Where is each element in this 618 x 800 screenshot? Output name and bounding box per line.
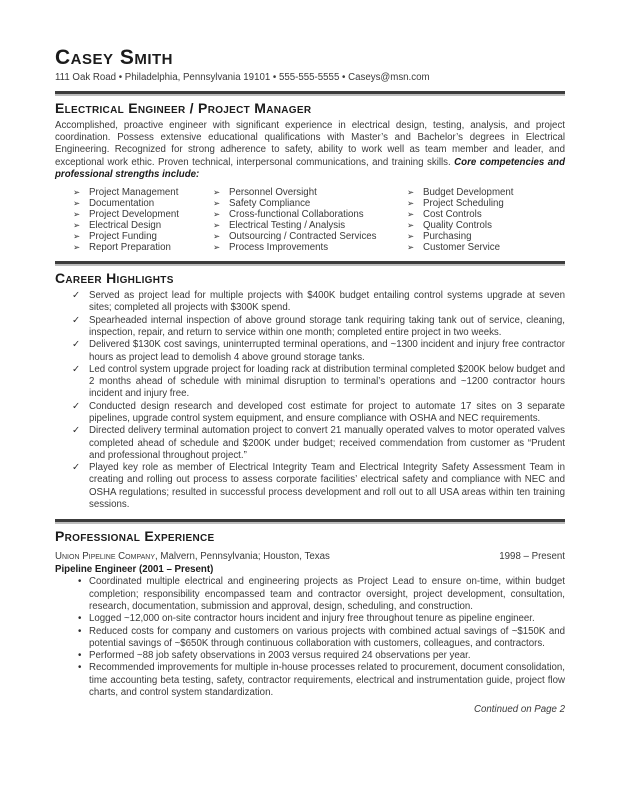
competency-item <box>407 220 565 231</box>
check-bullet-icon: ✓ <box>72 425 81 437</box>
career-highlights-list <box>55 290 565 511</box>
competency-item <box>407 209 565 220</box>
continued-note: Continued on Page 2 <box>473 704 565 716</box>
arrow-bullet-icon: ➢ <box>407 242 415 253</box>
arrow-bullet-icon: ➢ <box>73 242 81 253</box>
contact-line: 111 Oak Road • Philadelphia, Pennsylvania 19101 • 555-555-5555 • Caseys@msn.com <box>55 72 430 83</box>
summary-text: Accomplished, proactive engineer with significant experience in electrical design, testing, analysis, and project coordination. Possess extensive educational qualifications with Master’s and Bachelor’s degrees in Electrical Engineering. Recognized for strong adherence to safety, ability to work well as team member and leader, and exceptional work ethic. Proven technical, interpersonal communications, and training skills. <box>55 120 565 168</box>
experience-item <box>55 576 565 613</box>
career-highlight-item <box>55 401 565 426</box>
competency-label: Customer Service <box>423 242 500 254</box>
competency-item <box>213 198 407 209</box>
competency-label: Project Scheduling <box>423 198 504 210</box>
section-divider <box>55 261 565 264</box>
competency-item <box>73 209 213 220</box>
experience-item-text: Performed ~88 job safety observations in 2003 versus required 24 observations per year. <box>89 650 471 662</box>
experience-item <box>55 626 565 651</box>
arrow-bullet-icon: ➢ <box>73 209 81 220</box>
dot-bullet-icon: • <box>78 662 82 674</box>
competency-label: Process Improvements <box>229 242 329 254</box>
competency-item <box>407 198 565 209</box>
arrow-bullet-icon: ➢ <box>73 220 81 231</box>
section-divider <box>55 519 565 522</box>
experience-item <box>55 650 565 662</box>
competency-label: Outsourcing / Contracted Services <box>229 231 377 243</box>
company-location: , Malvern, Pennsylvania; Houston, Texas <box>155 551 330 563</box>
career-highlight-text: Led control system upgrade project for loading rack at distribution terminal completed $200K below budget and 2 months ahead of schedule with minimal disruption to terminal’s operations and ~1200 contractor hours incident and injury free. <box>89 363 565 400</box>
arrow-bullet-icon: ➢ <box>407 209 415 220</box>
competency-label: Safety Compliance <box>229 198 311 210</box>
competency-item <box>407 242 565 253</box>
competency-item <box>213 220 407 231</box>
competencies-lead-in: Core competencies and professional strengths include: <box>55 156 565 180</box>
company-and-location <box>55 551 330 563</box>
competency-item <box>73 231 213 242</box>
competency-label: Project Development <box>89 209 179 221</box>
arrow-bullet-icon: ➢ <box>213 198 221 209</box>
experience-item-text: Coordinated multiple electrical and engineering projects as Project Lead to ensure on-time, within budget completion; responsibility encompassed team and contractor oversight, project development, consultation, research, documentation, submission and approval, design, scheduling, and construction. <box>89 576 565 612</box>
competency-label: Purchasing <box>423 231 472 243</box>
arrow-bullet-icon: ➢ <box>407 198 415 209</box>
check-bullet-icon: ✓ <box>72 290 81 302</box>
arrow-bullet-icon: ➢ <box>73 198 81 209</box>
section-divider <box>55 91 565 94</box>
experience-heading: Professional Experience <box>55 528 215 545</box>
job-title-heading: Electrical Engineer / Project Manager <box>55 100 312 116</box>
competency-item <box>213 242 407 253</box>
role-title: Pipeline Engineer (2001 – Present) <box>55 564 214 576</box>
competency-label: Personnel Oversight <box>229 187 317 199</box>
check-bullet-icon: ✓ <box>72 339 81 351</box>
summary-paragraph <box>55 120 565 181</box>
person-name: Casey Smith <box>55 46 174 69</box>
competency-label: Cost Controls <box>423 209 482 221</box>
check-bullet-icon: ✓ <box>72 363 81 375</box>
career-highlight-item <box>55 339 565 364</box>
competency-item <box>73 242 213 253</box>
career-highlight-text: Served as project lead for multiple projects with $400K budget entailing control systems upgrade at seven sites; completed all projects with $300K spend. <box>89 290 565 314</box>
career-highlight-text: Played key role as member of Electrical Integrity Team and Electrical Integrity Safety Assessment Team in creating and rolling out process to assess corporate facilities’ electrical safety and compliance with NEC and OSHA regulations; resulted in successful process development and roll out to all USA areas within ten training sessions. <box>89 462 565 511</box>
competency-columns <box>55 187 565 253</box>
competency-item <box>213 231 407 242</box>
career-highlight-item <box>55 364 565 401</box>
competency-column-2 <box>213 187 407 253</box>
arrow-bullet-icon: ➢ <box>213 209 221 220</box>
competency-item <box>73 220 213 231</box>
career-highlight-text: Conducted design research and developed cost estimate for project to automate 17 sites on 3 separate pipelines, upgrade control system equipment, and ensure compliance with OSHA and NEC requirements. <box>89 400 565 424</box>
competency-label: Budget Development <box>423 187 514 199</box>
career-highlights-heading: Career Highlights <box>55 270 174 287</box>
experience-bullet-list <box>55 576 565 699</box>
arrow-bullet-icon: ➢ <box>73 231 81 242</box>
career-highlight-text: Delivered $130K cost savings, uninterrupted terminal operations, and ~1300 incident and injury free contractor hours as project lead to demolish 4 above ground storage tanks. <box>89 339 565 363</box>
dot-bullet-icon: • <box>78 576 82 588</box>
arrow-bullet-icon: ➢ <box>213 231 221 242</box>
competency-item <box>407 231 565 242</box>
competency-label: Cross-functional Collaborations <box>229 209 364 221</box>
employment-dates: 1998 – Present <box>499 551 565 563</box>
check-bullet-icon: ✓ <box>72 462 81 474</box>
arrow-bullet-icon: ➢ <box>73 187 81 198</box>
career-highlight-item <box>55 315 565 340</box>
experience-item-text: Recommended improvements for multiple in-house processes related to procurement, document consolidation, time accounting beta testing, safety, contractor requirements, electrical and instrumentation guide, project flow charts, and control system standardization. <box>89 662 566 699</box>
competency-label: Electrical Design <box>89 220 162 232</box>
dot-bullet-icon: • <box>78 650 82 662</box>
competency-item <box>407 187 565 198</box>
arrow-bullet-icon: ➢ <box>407 220 415 231</box>
experience-item-text: Logged ~12,000 on-site contractor hours incident and injury free throughout tenure as pipeline engineer. <box>89 613 535 625</box>
competency-item <box>73 187 213 198</box>
experience-item <box>55 662 565 699</box>
competency-label: Project Funding <box>89 231 157 243</box>
competency-label: Quality Controls <box>423 220 492 232</box>
dot-bullet-icon: • <box>78 625 82 637</box>
competency-column-1 <box>73 187 213 253</box>
competency-item <box>213 209 407 220</box>
career-highlight-text: Spearheaded internal inspection of above ground storage tank requiring taking tank out of service, cleaning, inspection, repair, and return to service within one month; completed entire project in two weeks. <box>89 314 565 338</box>
experience-item-text: Reduced costs for company and customers on various projects with combined actual savings of ~$150K and potential savings of ~$650K through continuous collaboration with customers, colleagues, and contractors. <box>89 625 565 649</box>
check-bullet-icon: ✓ <box>72 400 81 412</box>
arrow-bullet-icon: ➢ <box>407 231 415 242</box>
career-highlight-item <box>55 290 565 315</box>
competency-label: Report Preparation <box>89 242 171 254</box>
arrow-bullet-icon: ➢ <box>213 220 221 231</box>
competency-label: Documentation <box>89 198 155 210</box>
competency-column-3 <box>407 187 565 253</box>
dot-bullet-icon: • <box>78 613 82 625</box>
arrow-bullet-icon: ➢ <box>213 187 221 198</box>
arrow-bullet-icon: ➢ <box>407 187 415 198</box>
company-line <box>55 551 565 563</box>
check-bullet-icon: ✓ <box>72 314 81 326</box>
competency-item <box>213 187 407 198</box>
competency-item <box>73 198 213 209</box>
competency-label: Electrical Testing / Analysis <box>229 220 346 232</box>
arrow-bullet-icon: ➢ <box>213 242 221 253</box>
company-name: Union Pipeline Company <box>55 551 155 563</box>
career-highlight-item <box>55 425 565 462</box>
career-highlight-text: Directed delivery terminal automation project to convert 21 manually operated valves to motor operated valves completed ahead of schedule and $200K under budget; received commendation from customer as “Prudent and professional throughout project.” <box>89 425 565 461</box>
career-highlight-item <box>55 462 565 511</box>
experience-item <box>55 613 565 625</box>
competency-label: Project Management <box>89 187 179 199</box>
